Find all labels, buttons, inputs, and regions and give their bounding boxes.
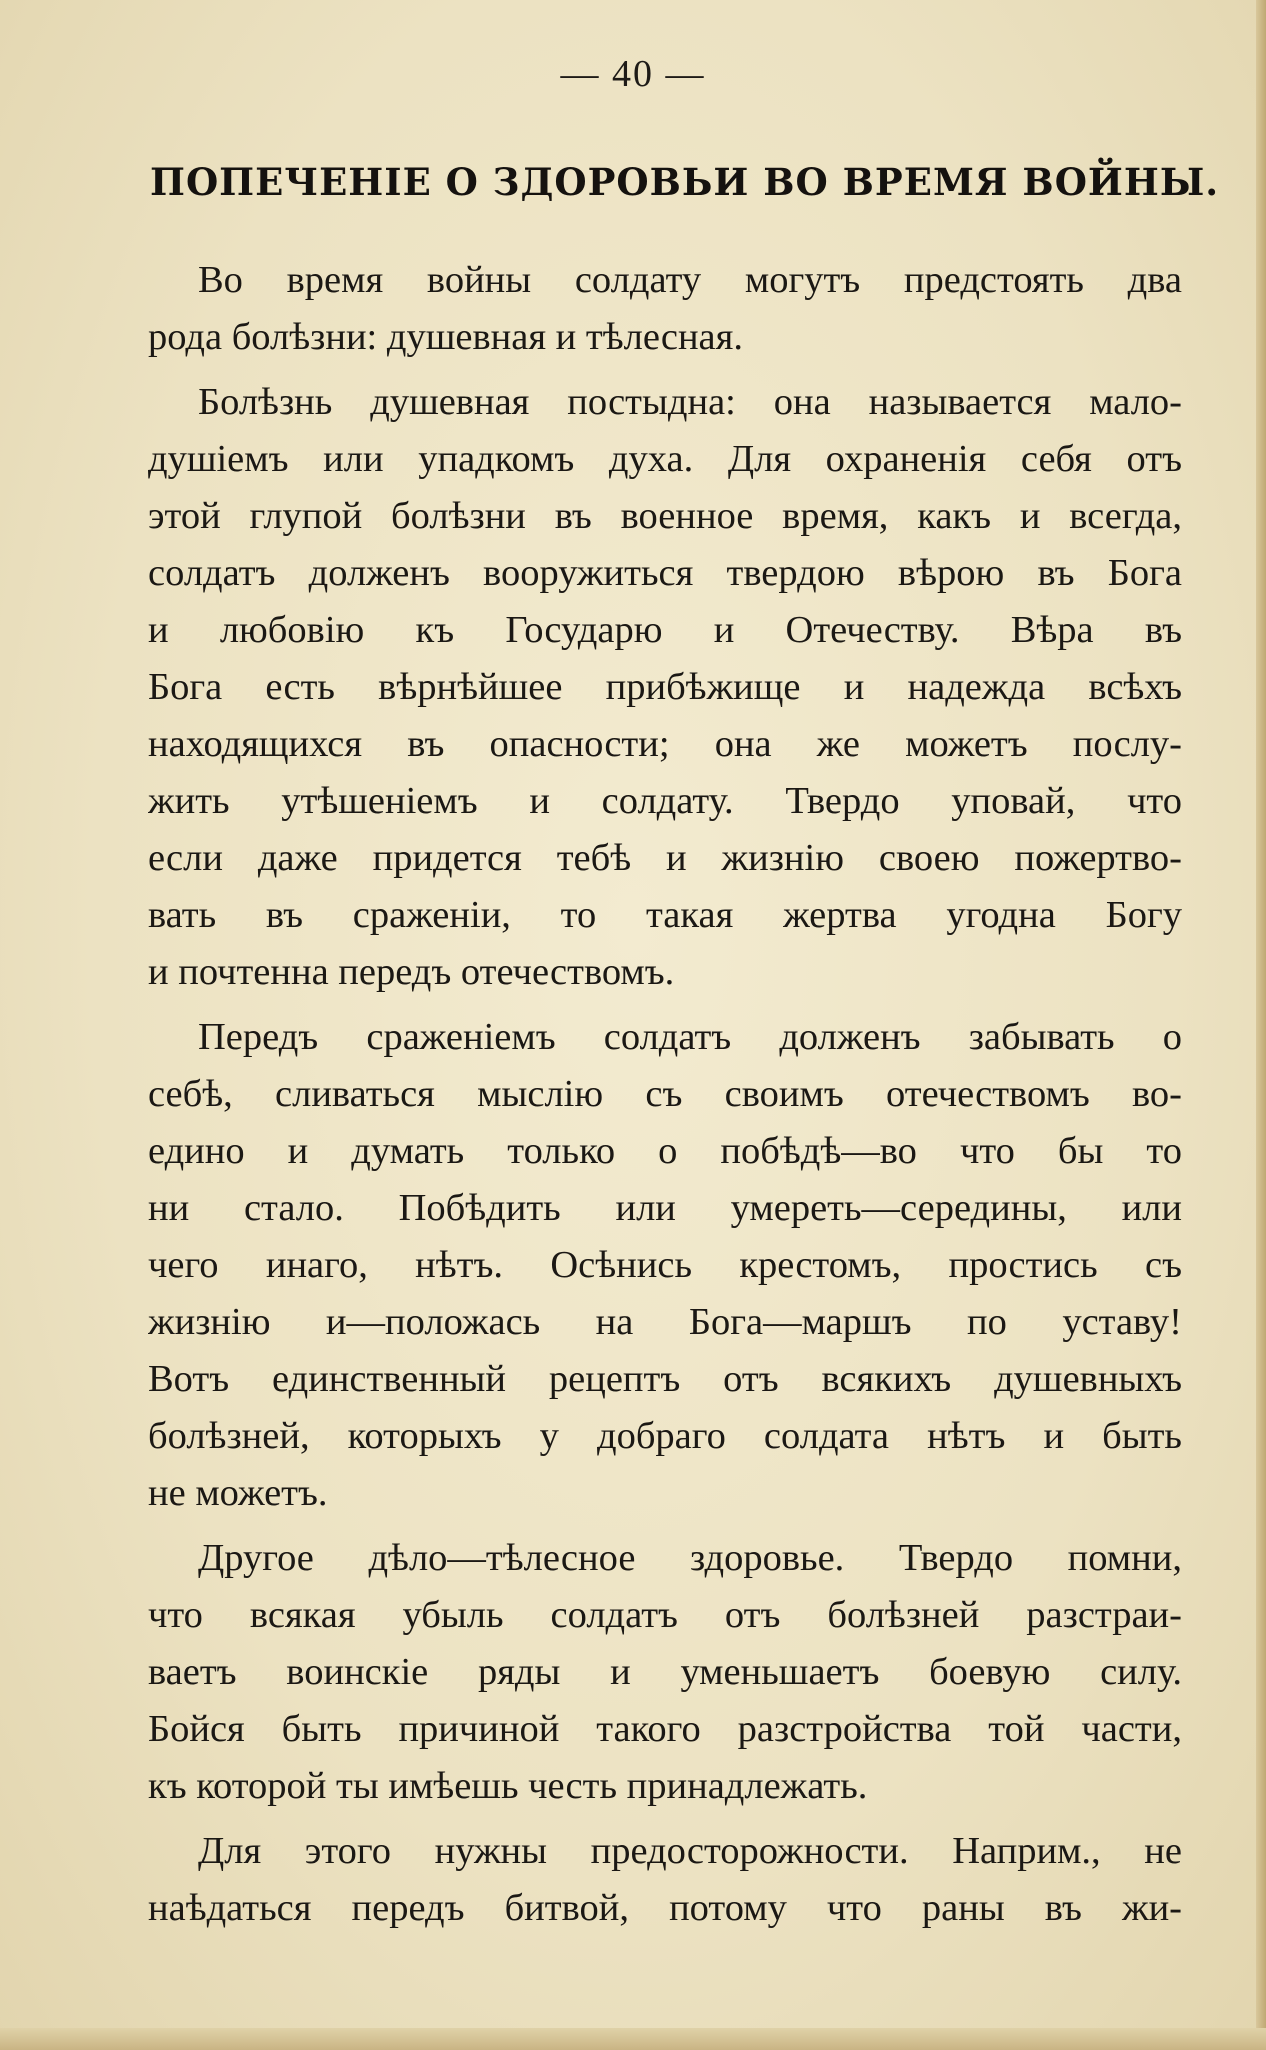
paragraph (148, 1530, 1182, 1815)
page-number: — 40 — (560, 53, 706, 95)
paragraph (148, 1823, 1182, 1937)
text-line: едино и думать только о побѣдѣ—во что бы то (148, 1130, 1182, 1172)
text-line: жизнію и—положась на Бога—маршъ по уставу! (148, 1301, 1182, 1343)
text-line: находящихся въ опасности; она же можетъ послу- (148, 723, 1182, 765)
text-line: душіемъ или упадкомъ духа. Для охраненія себя отъ (148, 438, 1182, 480)
text-line: и любовію къ Государю и Отечеству. Вѣра въ (148, 609, 1182, 651)
text-line: себѣ, сливаться мыслію съ своимъ отечествомъ во- (148, 1073, 1182, 1115)
text-line: не можетъ. (148, 1472, 328, 1514)
paragraph (148, 1009, 1182, 1522)
text-line: ни стало. Побѣдить или умереть—середины, или (148, 1187, 1182, 1229)
text-line: болѣзней, которыхъ у добраго солдата нѣтъ и быть (148, 1415, 1182, 1457)
paragraph (148, 252, 1182, 366)
text-line: Болѣзнь душевная постыдна: она называется мало- (198, 381, 1182, 423)
text-line: Передъ сраженіемъ солдатъ долженъ забывать о (198, 1016, 1182, 1058)
text-line: что всякая убыль солдатъ отъ болѣзней разстраи- (148, 1594, 1182, 1636)
page-edge-right (1256, 0, 1266, 2050)
text-line: Во время войны солдату могутъ предстоять два (198, 259, 1182, 301)
text-line: Для этого нужны предосторожности. Наприм., не (198, 1830, 1182, 1872)
text-line: Бойся быть причиной такого разстройства той части, (148, 1708, 1182, 1750)
text-line: Вотъ единственный рецептъ отъ всякихъ душевныхъ (148, 1358, 1182, 1400)
text-line: вать въ сраженіи, то такая жертва угодна Богу (148, 894, 1182, 936)
text-line: ваетъ воинскіе ряды и уменьшаетъ боевую силу. (148, 1651, 1182, 1693)
paragraph (148, 374, 1182, 1001)
text-line: Бога есть вѣрнѣйшее прибѣжище и надежда всѣхъ (148, 666, 1182, 708)
text-line: жить утѣшеніемъ и солдату. Твердо уповай, что (148, 780, 1182, 822)
text-line: рода болѣзни: душевная и тѣлесная. (148, 316, 743, 358)
body-text (148, 252, 1182, 1945)
text-line: къ которой ты имѣешь честь принадлежать. (148, 1765, 868, 1807)
text-line: этой глупой болѣзни въ военное время, какъ и всегда, (148, 495, 1182, 537)
text-line: и почтенна передъ отечествомъ. (148, 951, 675, 993)
text-line: наѣдаться передъ битвой, потому что раны въ жи- (148, 1887, 1182, 1929)
chapter-title: ПОПЕЧЕНІЕ О ЗДОРОВЬИ ВО ВРЕМЯ ВОЙНЫ. (150, 160, 1220, 204)
text-line: Другое дѣло—тѣлесное здоровье. Твердо помни, (198, 1537, 1182, 1579)
text-line: солдатъ долженъ вооружиться твердою вѣрою въ Бога (148, 552, 1182, 594)
text-line: чего инаго, нѣтъ. Осѣнись крестомъ, простись съ (148, 1244, 1182, 1286)
page-edge-bottom (0, 2028, 1266, 2050)
text-line: если даже придется тебѣ и жизнію своею пожертво- (148, 837, 1182, 879)
